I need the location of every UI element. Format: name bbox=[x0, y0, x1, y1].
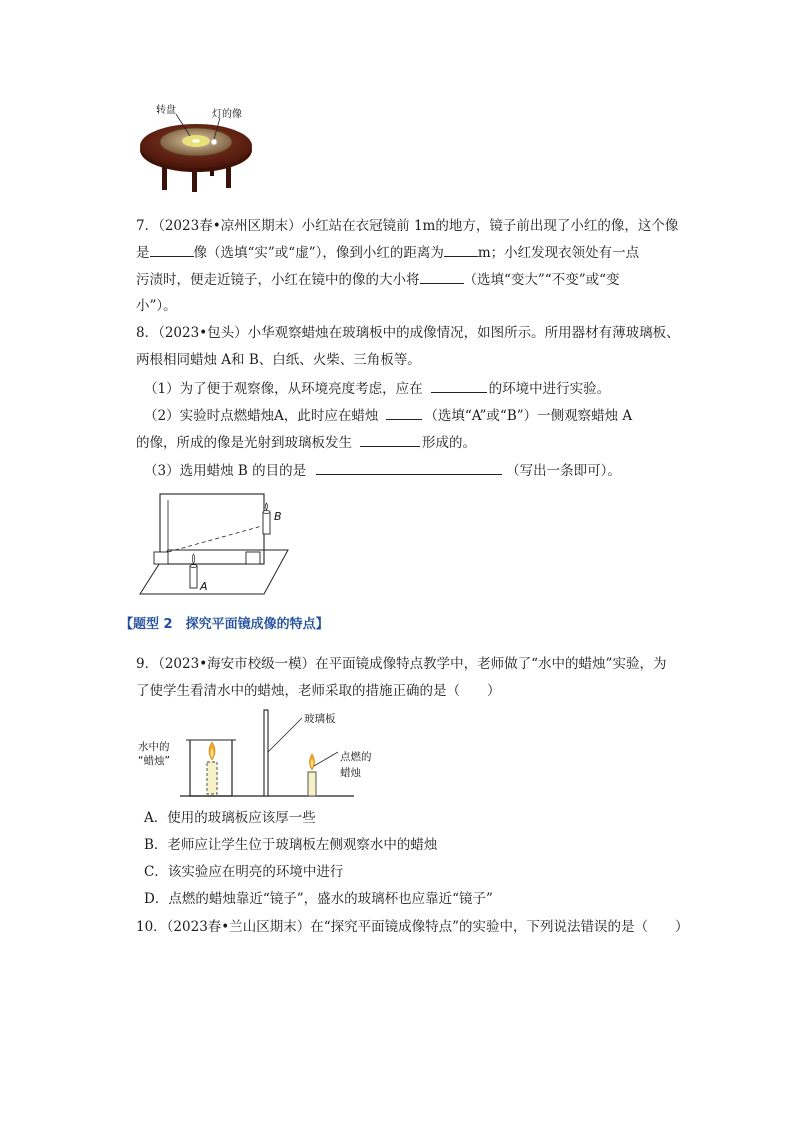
glass-plate-candle-figure bbox=[138, 490, 298, 608]
q7-blank-2[interactable] bbox=[444, 242, 478, 257]
q7-blank-3[interactable] bbox=[420, 269, 464, 284]
q10-line-1: 10．（2023春•兰山区期末）在“探究平面镜成像特点”的实验中，下列说法错误的是（ ） bbox=[136, 919, 689, 935]
q8-sub-3-b: （写出一条即可）。 bbox=[506, 463, 621, 479]
q9-line-1: 9．（2023•海安市校级一模）在平面镜成像特点教学中，老师做了“水中的蜡烛”实验，为 bbox=[136, 656, 667, 672]
q8-sub-2-d: 形成的。 bbox=[422, 435, 476, 451]
q8-line-2: 两根相同蜡烛 A和 B、白纸、火柴、三角板等。 bbox=[136, 352, 421, 368]
water-candle-diagram bbox=[136, 704, 372, 804]
q7-line-2 bbox=[136, 242, 639, 263]
turntable-figure bbox=[138, 100, 258, 204]
glass-plate-label: 玻璃板 bbox=[304, 713, 336, 725]
q8-sub-3 bbox=[144, 460, 621, 481]
q8-sub-2 bbox=[144, 405, 632, 426]
q7-line-1: 7．（2023春•凉州区期末）小红站在衣冠镜前 1m的地方，镜子前出现了小红的像，这个像 bbox=[136, 218, 679, 234]
q9-line-2: 了使学生看清水中的蜡烛，老师采取的措施正确的是（ ） bbox=[136, 683, 501, 699]
q8-sub-1-a: （1）为了便于观察像，从环境亮度考虑，应在 bbox=[144, 381, 423, 397]
q8-sub-1-b: 的环境中进行实验。 bbox=[488, 381, 611, 397]
q8-sub-2-cont bbox=[136, 432, 476, 453]
q8-sub-2-c: 的像，所成的像是光射到玻璃板发生 bbox=[136, 435, 352, 451]
water-candle-figure bbox=[136, 704, 372, 804]
lit-candle-label-1: 点燃的 bbox=[340, 751, 372, 763]
lit-candle-label-2: 蜡烛 bbox=[340, 767, 361, 779]
q9-option-b[interactable]: B．老师应让学生位于玻璃板左侧观察水中的蜡烛 bbox=[144, 837, 438, 853]
candle-a-label: A bbox=[200, 580, 208, 593]
turntable-label: 转盘 bbox=[156, 105, 176, 116]
q7-line-2-a: 是 bbox=[136, 245, 150, 261]
q7-line-3 bbox=[136, 269, 620, 290]
q9-option-c[interactable]: C．该实验应在明亮的环境中进行 bbox=[144, 864, 344, 880]
q8-sub-3-a: （3）选用蜡烛 B 的目的是 bbox=[144, 463, 307, 479]
turntable-table-illustration bbox=[138, 100, 258, 204]
q8-blank-3[interactable] bbox=[360, 432, 420, 447]
section-heading: 【题型 2 探究平面镜成像的特点】 bbox=[120, 617, 329, 632]
q7-line-2-b: 像（选填“实”或“虚”），像到小红的距离为 bbox=[193, 245, 444, 261]
q7-blank-1[interactable] bbox=[150, 242, 194, 257]
q9-option-d[interactable]: D．点燃的蜡烛靠近“镜子”，盛水的玻璃杯也应靠近“镜子” bbox=[144, 891, 493, 907]
q7-line-3-b: （选填“变大”“不变”或“变 bbox=[463, 272, 620, 288]
q7-line-2-c: m；小红发现衣领处有一点 bbox=[477, 245, 640, 261]
q9-option-a[interactable]: A．使用的玻璃板应该厚一些 bbox=[144, 810, 316, 826]
q8-sub-1 bbox=[144, 378, 610, 399]
q7-line-3-a: 污渍时，便走近镜子，小红在镜中的像的大小将 bbox=[136, 272, 420, 288]
q8-sub-2-a: （2）实验时点燃蜡烛A，此时应在蜡烛 bbox=[144, 408, 379, 424]
q8-blank-1[interactable] bbox=[431, 378, 487, 393]
glass-plate-diagram bbox=[138, 490, 298, 608]
q8-line-1: 8．（2023•包头）小华观察蜡烛在玻璃板中的成像情况，如图所示。所用器材有薄玻璃板、 bbox=[136, 325, 680, 341]
q8-blank-4[interactable] bbox=[316, 460, 502, 475]
q7-line-4: 小”）。 bbox=[136, 298, 177, 314]
lamp-image-label: 灯的像 bbox=[212, 109, 242, 120]
water-candle-label-1: 水中的 bbox=[138, 741, 170, 753]
water-candle-label-2: “蜡烛” bbox=[138, 755, 170, 767]
q8-blank-2[interactable] bbox=[386, 405, 422, 420]
q8-sub-2-b: （选填“A”或“B”）一侧观察蜡烛 A bbox=[424, 408, 633, 424]
candle-b-label: B bbox=[274, 510, 282, 523]
